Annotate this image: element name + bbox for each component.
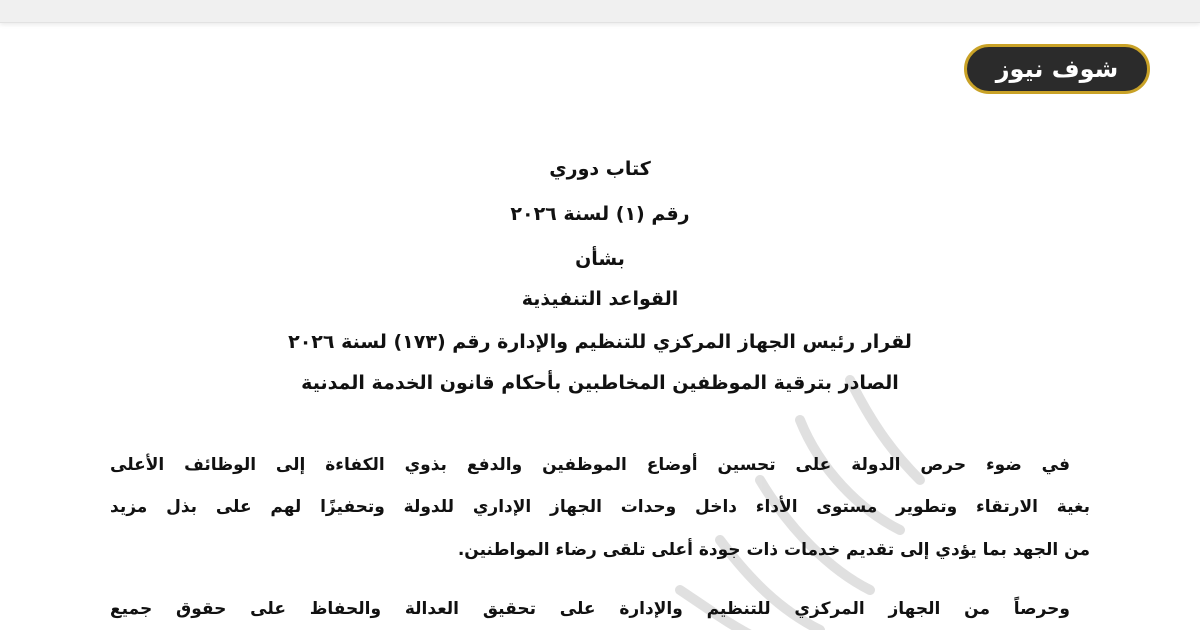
doc-issued-line: الصادر بترقية الموظفين المخاطبين بأحكام قانون الخدمة المدنية: [301, 372, 899, 394]
doc-subject-title: القواعد التنفيذية: [521, 288, 679, 310]
doc-number: رقم (١) لسنة ٢٠٢٦: [510, 203, 690, 225]
brand-logo-badge[interactable]: شوف نيوز: [964, 44, 1150, 94]
paragraph-1-line-2: بغية الارتقاء وتطوير مستوى الأداء داخل وحدات الجهاز الإداري للدولة وتحفيزًا لهم على بذل مزيد: [110, 497, 1090, 517]
paragraph-1-line-3: من الجهد بما يؤدي إلى تقديم خدمات ذات جودة أعلى تلقى رضاء المواطنين.: [457, 540, 1090, 560]
paragraph-1-line-1: في ضوء حرص الدولة على تحسين أوضاع الموظفين والدفع بذوي الكفاءة إلى الوظائف الأعلى: [110, 455, 1070, 475]
doc-subject-label: بشأن: [575, 248, 625, 270]
watermark-icon: [620, 360, 980, 630]
paragraph-2-line-1: وحرصاً من الجهاز المركزي للتنظيم والإدارة على تحقيق العدالة والحفاظ على حقوق جميع: [110, 599, 1070, 619]
doc-decree-line: لقرار رئيس الجهاز المركزي للتنظيم والإدارة رقم (١٧٣) لسنة ٢٠٢٦: [288, 331, 912, 353]
doc-title: كتاب دوري: [549, 158, 651, 180]
